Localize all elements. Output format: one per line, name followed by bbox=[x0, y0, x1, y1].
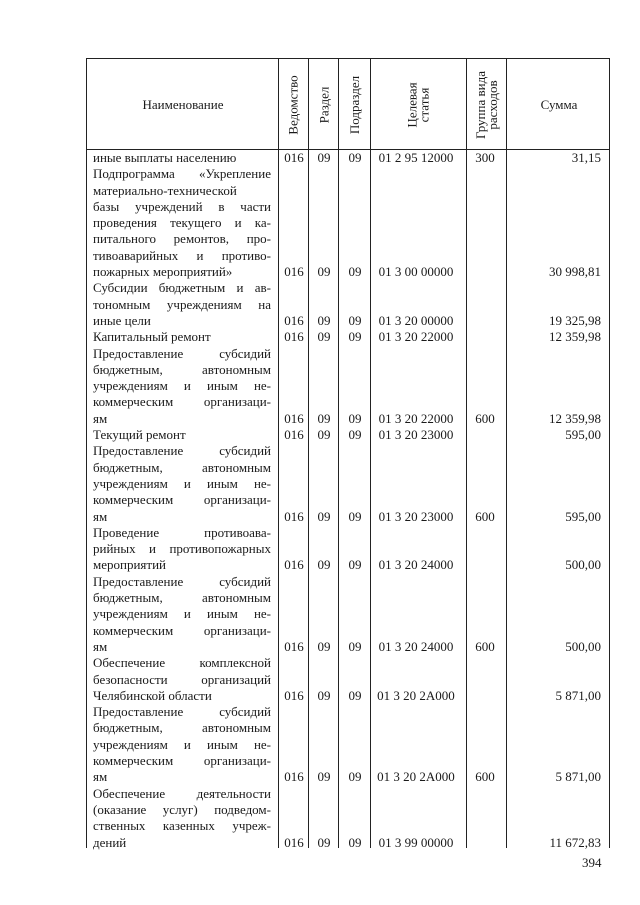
row-celevaya: 01 3 20 23000 bbox=[378, 427, 454, 443]
row-name-line: ям bbox=[93, 508, 108, 524]
row-podrazdel: 09 bbox=[348, 312, 362, 328]
row-summa: 5 871,00 bbox=[555, 687, 601, 703]
row-ved: 016 bbox=[284, 638, 304, 654]
header-ved: Ведомство bbox=[286, 74, 301, 135]
row-name-line: безопасности организаций bbox=[93, 671, 271, 687]
row-name-line: Обеспечение комплексной bbox=[93, 655, 271, 671]
row-ved: 016 bbox=[284, 557, 304, 573]
row-name-line: Субсидии бюджетным и ав- bbox=[93, 280, 271, 296]
row-podrazdel: 09 bbox=[348, 427, 362, 443]
row-summa: 11 672,83 bbox=[549, 834, 601, 850]
header-celevaya-line1: Целевая bbox=[404, 81, 420, 128]
row-gruppa: 600 bbox=[475, 769, 495, 785]
row-name-line: Предоставление субсидий bbox=[93, 443, 271, 459]
row-name bbox=[93, 574, 271, 655]
row-gruppa: 600 bbox=[475, 508, 495, 524]
table-header bbox=[87, 59, 609, 150]
header-gruppa bbox=[475, 71, 499, 139]
row-name-line: дений bbox=[93, 834, 127, 850]
header-ved-cell bbox=[279, 59, 309, 150]
row-name-line: Обеспечение деятельности bbox=[93, 785, 271, 801]
row-name-line: коммерческим организаци- bbox=[93, 394, 271, 410]
row-name-line: Капитальный ремонт bbox=[93, 329, 211, 345]
row-celevaya: 01 2 95 12000 bbox=[378, 150, 454, 165]
budget-table bbox=[86, 58, 610, 848]
row-celevaya: 01 3 20 2А000 bbox=[377, 769, 455, 785]
row-name bbox=[93, 166, 271, 280]
row-podrazdel: 09 bbox=[348, 150, 362, 165]
row-ved: 016 bbox=[284, 687, 304, 703]
row-name-line: тономным учреждениям на bbox=[93, 296, 271, 312]
row-summa: 500,00 bbox=[565, 638, 601, 654]
row-celevaya: 01 3 20 22000 bbox=[378, 329, 454, 345]
header-gruppa-line2: расходов bbox=[485, 79, 501, 130]
row-summa: 12 359,98 bbox=[549, 410, 601, 426]
row-name-line: материально-технической bbox=[93, 182, 237, 198]
row-name-line: ям bbox=[93, 410, 108, 426]
row-ved: 016 bbox=[284, 329, 304, 345]
row-razdel: 09 bbox=[317, 427, 331, 443]
row-name bbox=[93, 655, 271, 704]
row-name-line: бюджетным, автономным bbox=[93, 590, 271, 606]
row-name bbox=[93, 704, 271, 785]
row-podrazdel: 09 bbox=[348, 329, 362, 345]
row-name-line: мероприятий bbox=[93, 557, 166, 573]
row-name-line: пожарных мероприятий» bbox=[93, 264, 233, 280]
table-row bbox=[87, 574, 609, 656]
table-row bbox=[87, 346, 609, 428]
header-gruppa-line1: Группа вида bbox=[473, 70, 489, 139]
table-row bbox=[87, 704, 609, 786]
row-gruppa: 600 bbox=[475, 638, 495, 654]
table-row bbox=[87, 443, 609, 525]
row-razdel: 09 bbox=[317, 312, 331, 328]
table-row bbox=[87, 525, 609, 574]
row-name bbox=[93, 443, 271, 524]
page-number: 394 bbox=[582, 855, 602, 870]
row-podrazdel: 09 bbox=[348, 687, 362, 703]
row-podrazdel: 09 bbox=[348, 769, 362, 785]
row-name bbox=[93, 150, 271, 166]
row-name-line: учреждениям и иным не- bbox=[93, 606, 271, 622]
row-name-line: Предоставление субсидий bbox=[93, 704, 271, 720]
header-celevaya-line2: статья bbox=[416, 87, 432, 122]
row-summa: 12 359,98 bbox=[549, 329, 601, 345]
table-row bbox=[87, 329, 609, 345]
row-name-line: бюджетным, автономным bbox=[93, 361, 271, 377]
header-celevaya-cell bbox=[371, 59, 467, 150]
row-celevaya: 01 3 20 24000 bbox=[378, 638, 454, 654]
table-row bbox=[87, 150, 609, 166]
row-gruppa: 600 bbox=[475, 410, 495, 426]
row-name bbox=[93, 786, 271, 851]
row-name-line: учреждениям и иным не- bbox=[93, 378, 271, 394]
row-podrazdel: 09 bbox=[348, 834, 362, 850]
row-name-line: тивоаварийных и противо- bbox=[93, 247, 271, 263]
row-name-line: проведения текущего и ка- bbox=[93, 215, 271, 231]
header-podrazdel: Подраздел bbox=[347, 75, 363, 134]
header-razdel-cell bbox=[309, 59, 339, 150]
row-summa: 595,00 bbox=[565, 427, 601, 443]
row-name-line: Подпрограмма «Укрепление bbox=[93, 166, 271, 182]
row-name-line: Проведение противоава- bbox=[93, 524, 271, 540]
row-summa: 19 325,98 bbox=[549, 312, 601, 328]
header-razdel: Раздел bbox=[316, 86, 331, 123]
row-razdel: 09 bbox=[317, 508, 331, 524]
row-gruppa: 300 bbox=[475, 150, 495, 165]
row-summa: 595,00 bbox=[565, 508, 601, 524]
row-name-line: учреждениям и иным не- bbox=[93, 475, 271, 491]
row-ved: 016 bbox=[284, 410, 304, 426]
row-name-line: коммерческим организаци- bbox=[93, 753, 271, 769]
row-ved: 016 bbox=[284, 769, 304, 785]
row-ved: 016 bbox=[284, 427, 304, 443]
row-summa: 500,00 bbox=[565, 557, 601, 573]
row-name-line: ям bbox=[93, 769, 108, 785]
row-celevaya: 01 3 00 00000 bbox=[378, 264, 454, 280]
row-celevaya: 01 3 20 22000 bbox=[378, 410, 454, 426]
row-podrazdel: 09 bbox=[348, 410, 362, 426]
header-name-cell bbox=[87, 59, 279, 150]
row-name-line: (оказание услуг) подведом- bbox=[93, 801, 271, 817]
row-celevaya: 01 3 99 00000 bbox=[378, 834, 454, 850]
row-celevaya: 01 3 20 2А000 bbox=[377, 687, 455, 703]
row-podrazdel: 09 bbox=[348, 264, 362, 280]
row-name-line: бюджетным, автономным bbox=[93, 720, 271, 736]
row-razdel: 09 bbox=[317, 410, 331, 426]
row-name-line: коммерческим организаци- bbox=[93, 492, 271, 508]
row-name-line: иные выплаты населению bbox=[93, 150, 237, 165]
row-name bbox=[93, 427, 271, 443]
header-summa: Сумма bbox=[540, 96, 578, 112]
row-celevaya: 01 3 20 00000 bbox=[378, 312, 454, 328]
row-name-line: Предоставление субсидий bbox=[93, 573, 271, 589]
row-razdel: 09 bbox=[317, 329, 331, 345]
row-name bbox=[93, 329, 271, 345]
header-podrazdel-cell bbox=[339, 59, 371, 150]
row-name-line: ственных казенных учреж- bbox=[93, 818, 271, 834]
row-name-line: Текущий ремонт bbox=[93, 427, 186, 443]
row-celevaya: 01 3 20 23000 bbox=[378, 508, 454, 524]
table-row bbox=[87, 655, 609, 704]
row-name-line: Челябинской области bbox=[93, 687, 212, 703]
row-name-line: рийных и противопожарных bbox=[93, 541, 271, 557]
header-gruppa-cell bbox=[467, 59, 507, 150]
row-razdel: 09 bbox=[317, 264, 331, 280]
row-name-line: Предоставление субсидий bbox=[93, 345, 271, 361]
row-ved: 016 bbox=[284, 312, 304, 328]
row-razdel: 09 bbox=[317, 769, 331, 785]
row-razdel: 09 bbox=[317, 834, 331, 850]
row-name bbox=[93, 525, 271, 574]
row-podrazdel: 09 bbox=[348, 508, 362, 524]
table-row bbox=[87, 786, 609, 851]
row-name bbox=[93, 280, 271, 329]
row-name-line: ям bbox=[93, 638, 108, 654]
row-name-line: иные цели bbox=[93, 312, 151, 328]
row-name-line: учреждениям и иным не- bbox=[93, 736, 271, 752]
row-name-line: базы учреждений в части bbox=[93, 198, 271, 214]
row-ved: 016 bbox=[284, 508, 304, 524]
row-celevaya: 01 3 20 24000 bbox=[378, 557, 454, 573]
row-summa: 31,15 bbox=[571, 150, 601, 165]
header-name: Наименование bbox=[142, 96, 224, 112]
row-razdel: 09 bbox=[317, 150, 331, 165]
row-razdel: 09 bbox=[317, 687, 331, 703]
table-row bbox=[87, 427, 609, 443]
table-row bbox=[87, 166, 609, 280]
row-summa: 30 998,81 bbox=[549, 264, 601, 280]
row-name-line: коммерческим организаци- bbox=[93, 622, 271, 638]
row-ved: 016 bbox=[284, 150, 304, 165]
row-ved: 016 bbox=[284, 264, 304, 280]
row-razdel: 09 bbox=[317, 638, 331, 654]
row-summa: 5 871,00 bbox=[555, 769, 601, 785]
row-name bbox=[93, 346, 271, 427]
row-podrazdel: 09 bbox=[348, 638, 362, 654]
row-ved: 016 bbox=[284, 834, 304, 850]
header-celevaya bbox=[404, 81, 432, 128]
row-podrazdel: 09 bbox=[348, 557, 362, 573]
row-name-line: бюджетным, автономным bbox=[93, 459, 271, 475]
table-row bbox=[87, 280, 609, 329]
row-name-line: питального ремонтов, про- bbox=[93, 231, 271, 247]
header-summa-cell bbox=[507, 59, 611, 150]
row-razdel: 09 bbox=[317, 557, 331, 573]
